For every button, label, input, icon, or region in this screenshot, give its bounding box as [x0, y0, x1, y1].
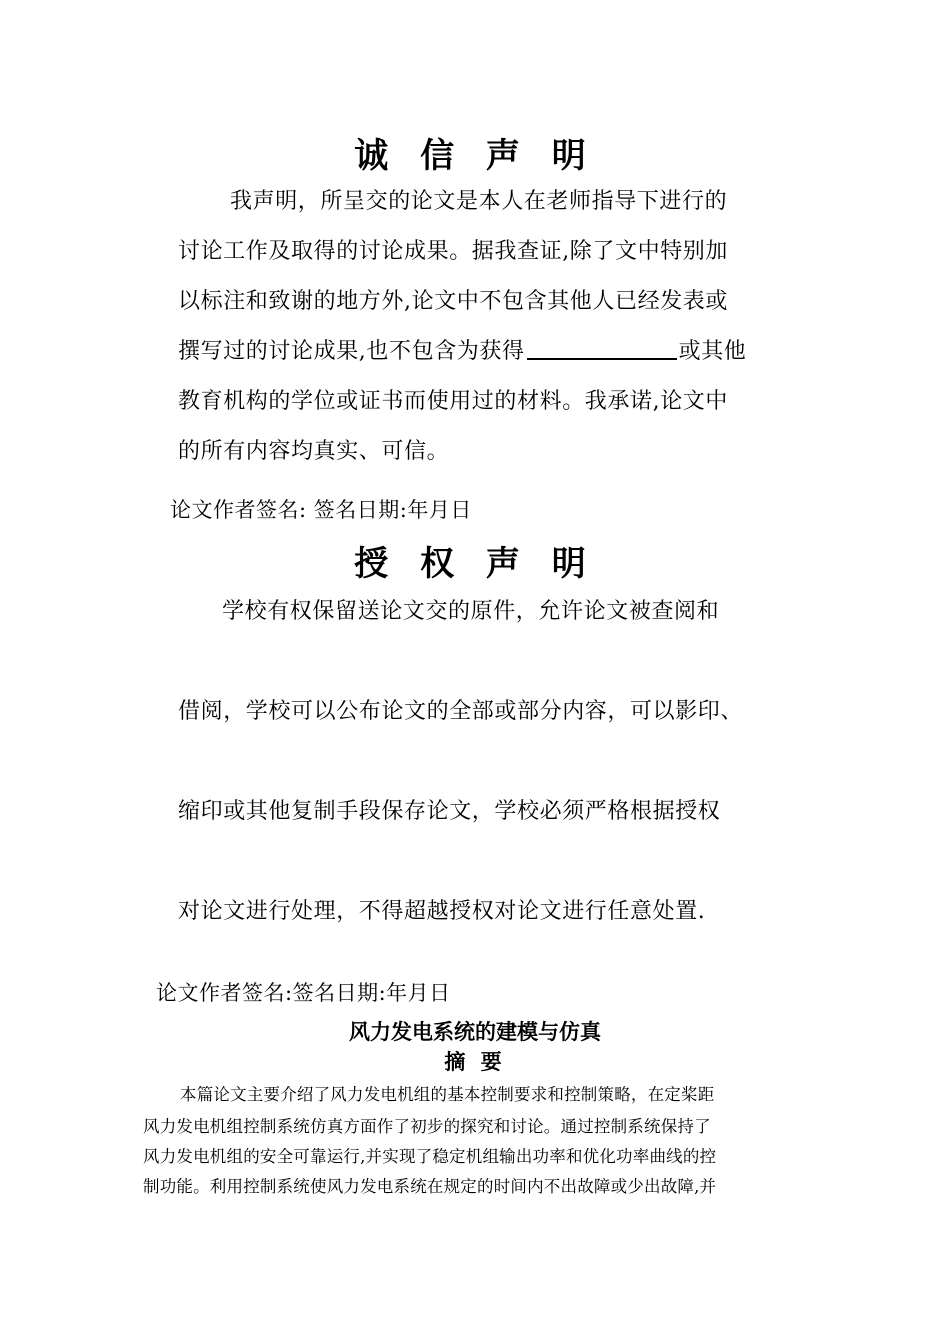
integrity-line-4-text: 撰写过的讨论成果,也不包含为获得 [178, 339, 525, 364]
integrity-line-4 [178, 334, 746, 365]
integrity-line-4-tail: 或其他 [678, 339, 747, 364]
integrity-line-2: 讨论工作及取得的讨论成果。据我查证,除了文中特别加 [178, 239, 728, 264]
authorization-line-1: 学校有权保留送论文交的原件，允许论文被查阅和 [222, 599, 720, 624]
authorization-line-3: 缩印或其他复制手段保存论文，学校必须严格根据授权 [178, 799, 721, 824]
authorization-line-2: 借阅，学校可以公布论文的全部或部分内容，可以影印、 [178, 699, 744, 724]
integrity-line-5: 教育机构的学位或证书而使用过的材料。我承诺,论文中 [178, 389, 728, 414]
thesis-title: 风力发电系统的建模与仿真 [349, 1020, 601, 1044]
abstract-line-2: 风力发电机组控制系统仿真方面作了初步的探究和讨论。通过控制系统保持了 [143, 1117, 711, 1136]
abstract-line-4: 制功能。利用控制系统使风力发电系统在规定的时间内不出故障或少出故障,并 [143, 1177, 717, 1196]
authorization-signature: 论文作者签名:签名日期:年月日 [156, 981, 451, 1005]
integrity-line-6: 的所有内容均真实、可信。 [178, 439, 450, 464]
integrity-title: 诚 信 声 明 [354, 136, 596, 176]
integrity-line-3: 以标注和致谢的地方外,论文中不包含其他人已经发表或 [178, 289, 728, 314]
authorization-title: 授 权 声 明 [354, 544, 596, 584]
integrity-signature: 论文作者签名: 签名日期:年月日 [170, 498, 472, 522]
abstract-line-1: 本篇论文主要介绍了风力发电机组的基本控制要求和控制策略，在定桨距 [180, 1085, 715, 1104]
authorization-line-4: 对论文进行处理，不得超越授权对论文进行任意处置. [178, 899, 706, 924]
integrity-line-1: 我声明，所呈交的论文是本人在老师指导下进行的 [230, 189, 728, 214]
degree-blank-field [527, 338, 677, 360]
abstract-heading: 摘 要 [444, 1050, 506, 1074]
abstract-line-3: 风力发电机组的安全可靠运行,并实现了稳定机组输出功率和优化功率曲线的控 [143, 1147, 717, 1166]
